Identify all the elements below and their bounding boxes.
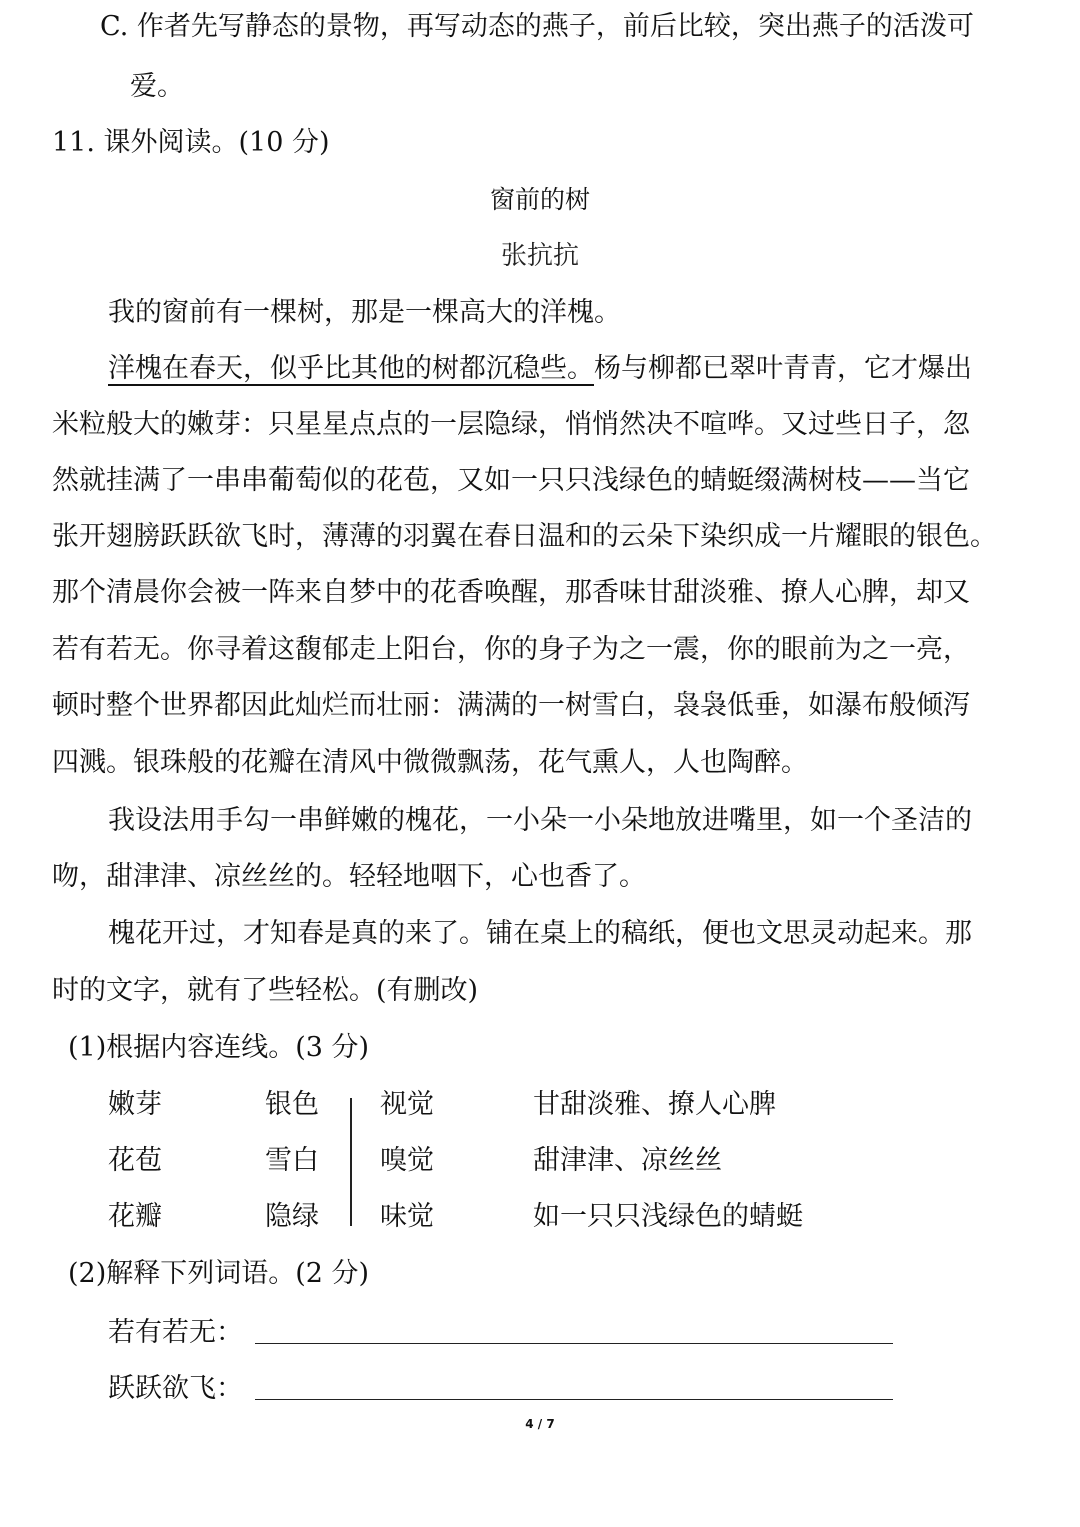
option-c-line: C. 作者先写静态的景物，再写动态的燕子，前后比较，突出燕子的活泼可 — [100, 11, 974, 42]
article-author: 张抗抗 — [500, 241, 579, 271]
paragraph-line: 吻，甜津津、凉丝丝的。轻轻地咽下，心也香了。 — [52, 861, 646, 892]
sub-question-1-label: (1)根据内容连线。(3 分) — [68, 1032, 370, 1063]
paragraph-line: 时的文字，就有了些轻松。(有删改) — [52, 975, 479, 1006]
match-color: 银色 — [265, 1089, 319, 1120]
vocab-word: 跃跃欲飞： — [108, 1373, 243, 1404]
match-term: 花瓣 — [108, 1201, 162, 1232]
match-description: 甜津津、凉丝丝 — [533, 1145, 722, 1176]
paragraph-line: 我设法用手勾一串鲜嫩的槐花，一小朵一小朵地放进嘴里，如一个圣洁的 — [108, 805, 972, 836]
match-term: 嫩芽 — [108, 1089, 162, 1120]
match-color: 隐绿 — [265, 1201, 319, 1232]
paragraph-line: 槐花开过，才知春是真的来了。铺在桌上的稿纸，便也文思灵动起来。那 — [108, 918, 972, 949]
match-term: 花苞 — [108, 1145, 162, 1176]
answer-blank-line[interactable] — [255, 1343, 893, 1344]
option-c-line: 爱。 — [130, 71, 184, 102]
paragraph-2-line-rest: 杨与柳都已翠叶青青，它才爆出 — [594, 353, 972, 384]
match-sense: 嗅觉 — [380, 1145, 434, 1176]
question-11-label: 11. 课外阅读。(10 分) — [52, 127, 330, 158]
paragraph-line: 顿时整个世界都因此灿烂而壮丽：满满的一树雪白，袅袅低垂，如瀑布般倾泻 — [52, 690, 970, 721]
match-description: 如一只只浅绿色的蜻蜓 — [533, 1201, 803, 1232]
paragraph-line: 然就挂满了一串串葡萄似的花苞，又如一只只浅绿色的蜻蜓缀满树枝——当它 — [52, 465, 970, 496]
match-sense: 视觉 — [380, 1089, 434, 1120]
article-title: 窗前的树 — [489, 185, 590, 214]
paragraph-line: 四溅。银珠般的花瓣在清风中微微飘荡，花气熏人，人也陶醉。 — [52, 747, 808, 778]
answer-blank-line[interactable] — [255, 1399, 893, 1400]
match-color: 雪白 — [265, 1145, 319, 1176]
underlined-sentence: 洋槐在春天，似乎比其他的树都沉稳些。 — [108, 353, 594, 384]
match-description: 甘甜淡雅、撩人心脾 — [533, 1089, 776, 1120]
paragraph-line: 张开翅膀跃跃欲飞时，薄薄的羽翼在春日温和的云朵下染织成一片耀眼的银色。 — [52, 521, 997, 552]
page-number: 4 / 7 — [525, 1417, 555, 1431]
paragraph-line: 米粒般大的嫩芽：只星星点点的一层隐绿，悄悄然决不喧哗。又过些日子，忽 — [52, 409, 970, 440]
paragraph-line: 若有若无。你寻着这馥郁走上阳台，你的身子为之一震，你的眼前为之一亮， — [52, 634, 970, 665]
paragraph-line: 那个清晨你会被一阵来自梦中的花香唤醒，那香味甘甜淡雅、撩人心脾，却又 — [52, 577, 970, 608]
paragraph-2-first-line — [108, 352, 972, 386]
match-sense: 味觉 — [380, 1201, 434, 1232]
paragraph-1: 我的窗前有一棵树，那是一棵高大的洋槐。 — [108, 297, 621, 328]
sub-question-2-label: (2)解释下列词语。(2 分) — [68, 1258, 370, 1289]
vocab-word: 若有若无： — [108, 1317, 243, 1348]
column-divider — [350, 1098, 352, 1226]
